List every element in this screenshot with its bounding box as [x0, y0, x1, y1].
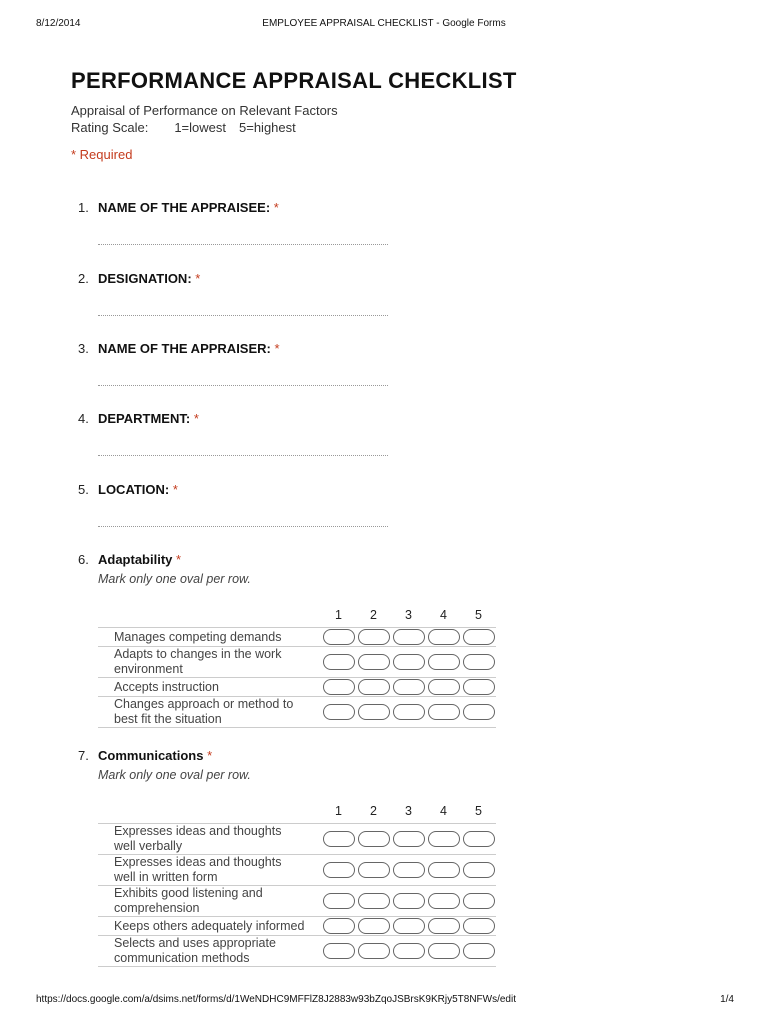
required-star: *: [176, 552, 182, 567]
row-label-line: Adapts to changes in the work: [114, 647, 282, 661]
grid-row: [98, 628, 496, 647]
rating-oval[interactable]: [323, 918, 355, 934]
rating-oval[interactable]: [393, 918, 425, 934]
rating-oval[interactable]: [393, 704, 425, 720]
communications-grid: [98, 799, 496, 967]
question-label: NAME OF THE APPRAISEE:: [98, 200, 271, 215]
question-number: 6.: [78, 552, 89, 567]
question-hint: Mark only one oval per row.: [98, 768, 251, 782]
row-label-line: environment: [114, 662, 183, 676]
rating-low: 1=lowest: [174, 120, 226, 135]
scale-header: 5: [475, 804, 482, 818]
question-location: [78, 482, 178, 497]
rating-oval[interactable]: [358, 943, 390, 959]
row-label: [98, 936, 321, 967]
adaptability-grid: [98, 603, 496, 728]
grid-row: [98, 647, 496, 678]
row-label-line: Selects and uses appropriate: [114, 936, 276, 950]
rating-oval[interactable]: [323, 893, 355, 909]
page-number: 1/4: [720, 994, 734, 1005]
rating-oval[interactable]: [358, 679, 390, 695]
question-label: Adaptability: [98, 552, 173, 567]
required-star: *: [193, 411, 199, 426]
required-note: * Required: [71, 147, 133, 162]
form-title: PERFORMANCE APPRAISAL CHECKLIST: [71, 68, 517, 93]
row-label-line: Manages competing demands: [114, 629, 282, 644]
print-title: EMPLOYEE APPRAISAL CHECKLIST - Google Forms: [262, 18, 506, 29]
scale-header: 3: [405, 804, 412, 818]
rating-oval[interactable]: [358, 862, 390, 878]
row-label-line: Exhibits good listening and: [114, 886, 263, 900]
question-label: DESIGNATION:: [98, 271, 192, 286]
question-number: 2.: [78, 271, 89, 286]
rating-oval[interactable]: [358, 629, 390, 645]
question-number: 3.: [78, 341, 89, 356]
rating-oval[interactable]: [358, 704, 390, 720]
row-label-line: Expresses ideas and thoughts: [114, 855, 282, 869]
rating-oval[interactable]: [393, 629, 425, 645]
rating-oval[interactable]: [323, 654, 355, 670]
rating-oval[interactable]: [463, 679, 495, 695]
required-star: *: [172, 482, 178, 497]
required-star: *: [207, 748, 213, 763]
required-star: *: [195, 271, 201, 286]
rating-oval[interactable]: [323, 679, 355, 695]
rating-oval[interactable]: [428, 831, 460, 847]
grid-row: [98, 886, 496, 917]
grid-row: [98, 678, 496, 697]
grid-row: [98, 855, 496, 886]
rating-oval[interactable]: [428, 654, 460, 670]
grid-corner: [98, 603, 321, 628]
rating-oval[interactable]: [463, 943, 495, 959]
question-label: NAME OF THE APPRAISER:: [98, 341, 271, 356]
rating-oval[interactable]: [393, 679, 425, 695]
print-url: https://docs.google.com/a/dsims.net/forms/d/1WeNDHC9MFFlZ8J2883w93bZqoJSBrsK9KRjy5T8NFWs/edit: [36, 994, 516, 1005]
rating-oval[interactable]: [428, 629, 460, 645]
question-communications: [78, 748, 212, 763]
rating-oval[interactable]: [323, 831, 355, 847]
rating-oval[interactable]: [428, 943, 460, 959]
row-label-line: Changes approach or method to: [114, 697, 294, 711]
row-label: [98, 824, 321, 855]
print-header: [0, 18, 768, 32]
row-label: [98, 697, 321, 728]
row-label-line: Keeps others adequately informed: [114, 918, 305, 933]
question-number: 7.: [78, 748, 89, 763]
question-label: LOCATION:: [98, 482, 170, 497]
rating-oval[interactable]: [393, 654, 425, 670]
designation-input[interactable]: [98, 315, 388, 316]
grid-corner: [98, 799, 321, 824]
row-label-line: comprehension: [114, 901, 200, 915]
grid-row: [98, 824, 496, 855]
scale-header: 4: [440, 804, 447, 818]
rating-oval[interactable]: [463, 654, 495, 670]
row-label-line: best fit the situation: [114, 712, 222, 726]
row-label: [98, 628, 321, 647]
rating-oval[interactable]: [428, 893, 460, 909]
rating-oval[interactable]: [463, 704, 495, 720]
rating-oval[interactable]: [463, 918, 495, 934]
scale-header: 2: [370, 804, 377, 818]
row-label: [98, 886, 321, 917]
row-label: [98, 855, 321, 886]
rating-oval[interactable]: [393, 831, 425, 847]
question-label: DEPARTMENT:: [98, 411, 191, 426]
grid-row: [98, 936, 496, 967]
question-number: 1.: [78, 200, 89, 215]
rating-scale-label: Rating Scale:: [71, 120, 149, 135]
question-appraisee-name: [78, 200, 279, 215]
question-department: [78, 411, 199, 426]
rating-oval[interactable]: [463, 629, 495, 645]
rating-oval[interactable]: [323, 704, 355, 720]
location-input[interactable]: [98, 526, 388, 527]
rating-oval[interactable]: [428, 862, 460, 878]
rating-oval[interactable]: [358, 893, 390, 909]
rating-oval[interactable]: [323, 629, 355, 645]
rating-oval[interactable]: [358, 918, 390, 934]
appraiser-name-input[interactable]: [98, 385, 388, 386]
question-appraiser-name: [78, 341, 280, 356]
row-label-line: Accepts instruction: [114, 679, 219, 694]
question-number: 4.: [78, 411, 89, 426]
rating-oval[interactable]: [428, 679, 460, 695]
rating-oval[interactable]: [463, 831, 495, 847]
question-adaptability: [78, 552, 181, 567]
rating-oval[interactable]: [428, 704, 460, 720]
rating-oval[interactable]: [358, 831, 390, 847]
question-designation: [78, 271, 200, 286]
row-label-line: communication methods: [114, 951, 250, 965]
scale-header: 1: [335, 804, 342, 818]
rating-oval[interactable]: [323, 943, 355, 959]
description-text: Appraisal of Performance on Relevant Factors: [71, 103, 338, 118]
rating-oval[interactable]: [463, 862, 495, 878]
rating-oval[interactable]: [393, 862, 425, 878]
scale-header: 3: [405, 608, 412, 622]
question-hint: Mark only one oval per row.: [98, 572, 251, 586]
rating-oval[interactable]: [358, 654, 390, 670]
print-date: 8/12/2014: [36, 18, 81, 29]
rating-oval[interactable]: [463, 893, 495, 909]
form-description: [71, 102, 338, 136]
rating-oval[interactable]: [393, 943, 425, 959]
required-star: *: [274, 341, 280, 356]
scale-header: 5: [475, 608, 482, 622]
department-input[interactable]: [98, 455, 388, 456]
question-label: Communications: [98, 748, 204, 763]
row-label-line: Expresses ideas and thoughts: [114, 824, 282, 838]
row-label: [98, 678, 321, 697]
grid-row: [98, 917, 496, 936]
row-label: [98, 917, 321, 936]
scale-header: 2: [370, 608, 377, 622]
row-label-line: well in written form: [114, 870, 218, 884]
row-label: [98, 647, 321, 678]
question-number: 5.: [78, 482, 89, 497]
print-footer: [0, 994, 768, 1008]
rating-oval[interactable]: [393, 893, 425, 909]
grid-row: [98, 697, 496, 728]
scale-header: 4: [440, 608, 447, 622]
appraisee-name-input[interactable]: [98, 244, 388, 245]
scale-header: 1: [335, 608, 342, 622]
required-star: *: [273, 200, 279, 215]
rating-scale: [71, 119, 338, 136]
row-label-line: well verbally: [114, 839, 183, 853]
rating-oval[interactable]: [323, 862, 355, 878]
rating-high: 5=highest: [239, 120, 296, 135]
rating-oval[interactable]: [428, 918, 460, 934]
